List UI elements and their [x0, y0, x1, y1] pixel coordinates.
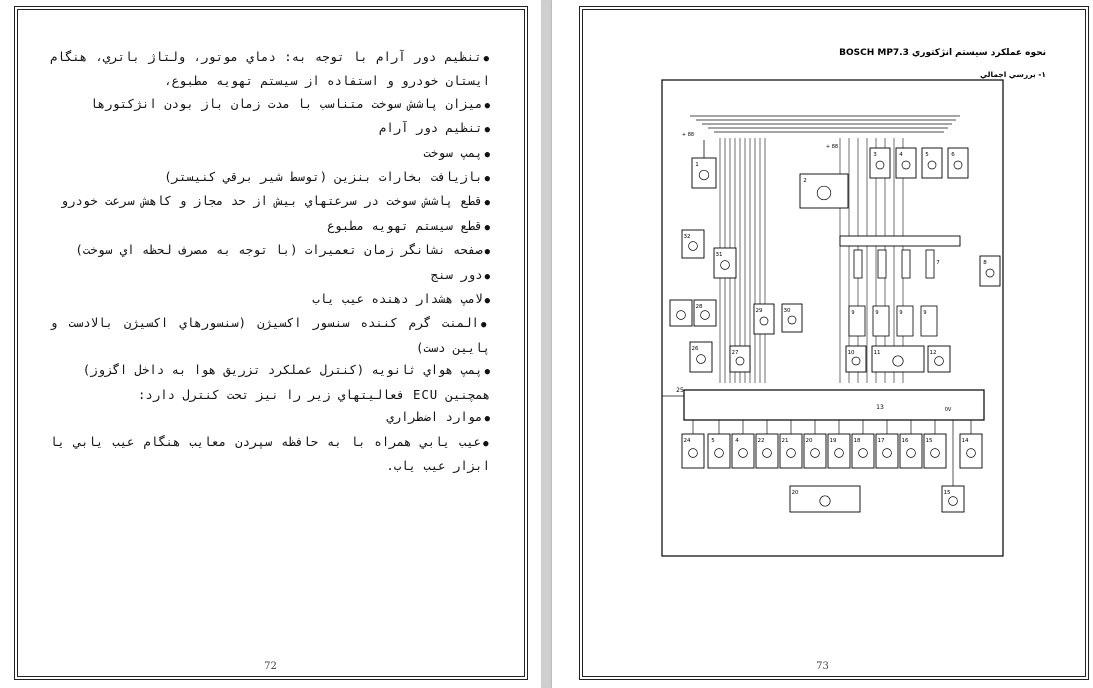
component-number: 20 — [805, 438, 813, 444]
bullet-icon: ● — [484, 296, 490, 307]
component-number: 32 — [683, 234, 691, 240]
component-number: 5 — [925, 152, 929, 158]
component-number: 26 — [691, 346, 699, 352]
paragraph-text: تنظيم دور آرام — [378, 121, 483, 136]
bullet-item — [50, 117, 490, 141]
component-number: 9 — [875, 310, 879, 316]
component-number: 17 — [877, 438, 885, 444]
component-number: 9 — [923, 310, 927, 316]
component-box — [790, 486, 860, 512]
component-number: 21 — [781, 438, 789, 444]
bullet-icon: ● — [484, 414, 490, 425]
ecu-ground-label: 0V — [944, 407, 952, 413]
component-number: 7 — [936, 260, 940, 266]
bullet-item — [50, 239, 490, 263]
component-box — [670, 300, 692, 326]
paragraph-text: موارد اضطراري — [386, 410, 483, 425]
component-number: 28 — [695, 304, 703, 310]
bullet-icon: ● — [484, 125, 490, 136]
component-number: 4 — [899, 152, 903, 158]
bullet-item — [50, 142, 490, 166]
diagram-title: نحوه عملکرد سيستم انژکتوري BOSCH MP7.3 — [839, 48, 1046, 58]
bullet-item — [50, 312, 490, 359]
left-page-text — [50, 46, 490, 477]
bullet-item — [50, 93, 490, 117]
injector — [854, 250, 862, 278]
paragraph-text: پمپ سوخت — [423, 145, 483, 160]
component-number: 9 — [851, 310, 855, 316]
bullet-icon: ● — [484, 247, 490, 258]
component-number: 15 — [943, 490, 951, 496]
paragraph-text: دور سنج — [430, 267, 483, 282]
paragraph-text: قطع سيستم تهويه مطبوع — [327, 218, 483, 233]
wiring-diagram — [660, 78, 1005, 558]
component-number: 2 — [803, 178, 807, 184]
paragraph-text: تنظيم دور آرام با توجه به: دماي موتور، ولتاژ باتري، هنگام ايستان خودرو و استفاده از سيستم تهويه مطبوع، — [50, 50, 490, 89]
page-gutter — [541, 0, 552, 688]
diagram-header — [839, 48, 1046, 79]
supply-label: + 88 — [681, 132, 695, 138]
bullet-icon: ● — [484, 367, 490, 378]
bullet-item — [50, 264, 490, 288]
right-page-number: 73 — [816, 661, 829, 672]
component-number: 3 — [873, 152, 877, 158]
component-number: 11 — [873, 350, 881, 356]
ecu-label: 13 — [876, 404, 884, 411]
component-number: 15 — [925, 438, 933, 444]
bullet-icon: ● — [483, 54, 490, 64]
component-number: 22 — [757, 438, 765, 444]
supply-label: + 88 — [825, 144, 839, 150]
component-number: 27 — [731, 350, 739, 356]
component-number: 10 — [847, 350, 855, 356]
component-number: 30 — [783, 308, 791, 314]
component-number: 16 — [901, 438, 909, 444]
component-number: 24 — [683, 438, 691, 444]
component-number: 8 — [983, 260, 987, 266]
bullet-icon: ● — [480, 320, 491, 331]
component-number: 18 — [853, 438, 861, 444]
component-number: 1 — [695, 162, 699, 168]
component-number: 19 — [829, 438, 837, 444]
paragraph-text: المنت گرم کننده سنسور اکسيژن (سنسورهاي اکسيژن بالادست و پايين دست) — [50, 316, 490, 355]
bullet-icon: ● — [484, 198, 490, 209]
injector — [878, 250, 886, 278]
bullet-item — [50, 46, 490, 93]
bullet-item — [50, 288, 490, 312]
bullet-icon: ● — [484, 174, 490, 185]
bullet-item — [50, 406, 490, 430]
diagram-subtitle: ۱- بررسي اجمالي — [980, 70, 1046, 79]
right-page — [552, 0, 1093, 688]
component-number: 6 — [951, 152, 955, 158]
bullet-item — [50, 359, 490, 383]
component-number: 14 — [961, 438, 969, 444]
component-number: 29 — [755, 308, 763, 314]
component-number: 5 — [711, 438, 715, 444]
paragraph — [50, 384, 490, 406]
bullet-icon: ● — [484, 222, 490, 233]
component-number: 20 — [791, 490, 799, 496]
paragraph-text: همچنين ECU فعاليتهاي زير را نيز تحت کنترل دارد: — [138, 387, 490, 402]
bullet-item — [50, 215, 490, 239]
component-number: 25 — [676, 387, 684, 394]
paragraph-text: بازيافت بخارات بنزين (توسط شير برقي کنيستر) — [164, 170, 483, 185]
injector — [902, 250, 910, 278]
left-page — [0, 0, 541, 688]
fuel-rail — [840, 236, 960, 246]
left-page-number: 72 — [264, 661, 277, 672]
ecu-box — [684, 390, 984, 420]
paragraph-text: عيب يابي همراه با به حافظه سپردن معايب هنگام عيب يابي يا ابزار عيب ياب. — [50, 434, 490, 473]
component-number: 12 — [929, 350, 937, 356]
paragraph-text: پمپ هواي ثانويه (کنترل عملکرد تزريق هوا به داخل اگزوز) — [82, 363, 483, 378]
component-number: 9 — [899, 310, 903, 316]
bullet-item — [50, 190, 490, 214]
component-box — [800, 174, 848, 208]
paragraph-text: صفحه نشانگر زمان تعميرات (با توجه به مصرف لحظه اي سوخت) — [75, 243, 483, 258]
injector — [926, 250, 934, 278]
bullet-icon: ● — [484, 271, 490, 282]
paragraph-text: ميزان پاشش سوخت متناسب با مدت زمان باز بودن انژکتورها — [90, 96, 483, 111]
bullet-item — [50, 431, 490, 478]
bullet-icon: ● — [484, 149, 490, 160]
bullet-icon: ● — [483, 438, 490, 449]
bullet-icon: ● — [484, 100, 490, 111]
component-number: 31 — [715, 252, 723, 258]
paragraph-text: قطع پاشش سوخت در سرعتهاي بيش از حد مجاز و کاهش سرعت خودرو — [60, 194, 483, 209]
component-number: 4 — [735, 438, 739, 444]
bullet-item — [50, 166, 490, 190]
paragraph-text: لامپ هشدار دهنده عيب ياب — [312, 292, 483, 307]
